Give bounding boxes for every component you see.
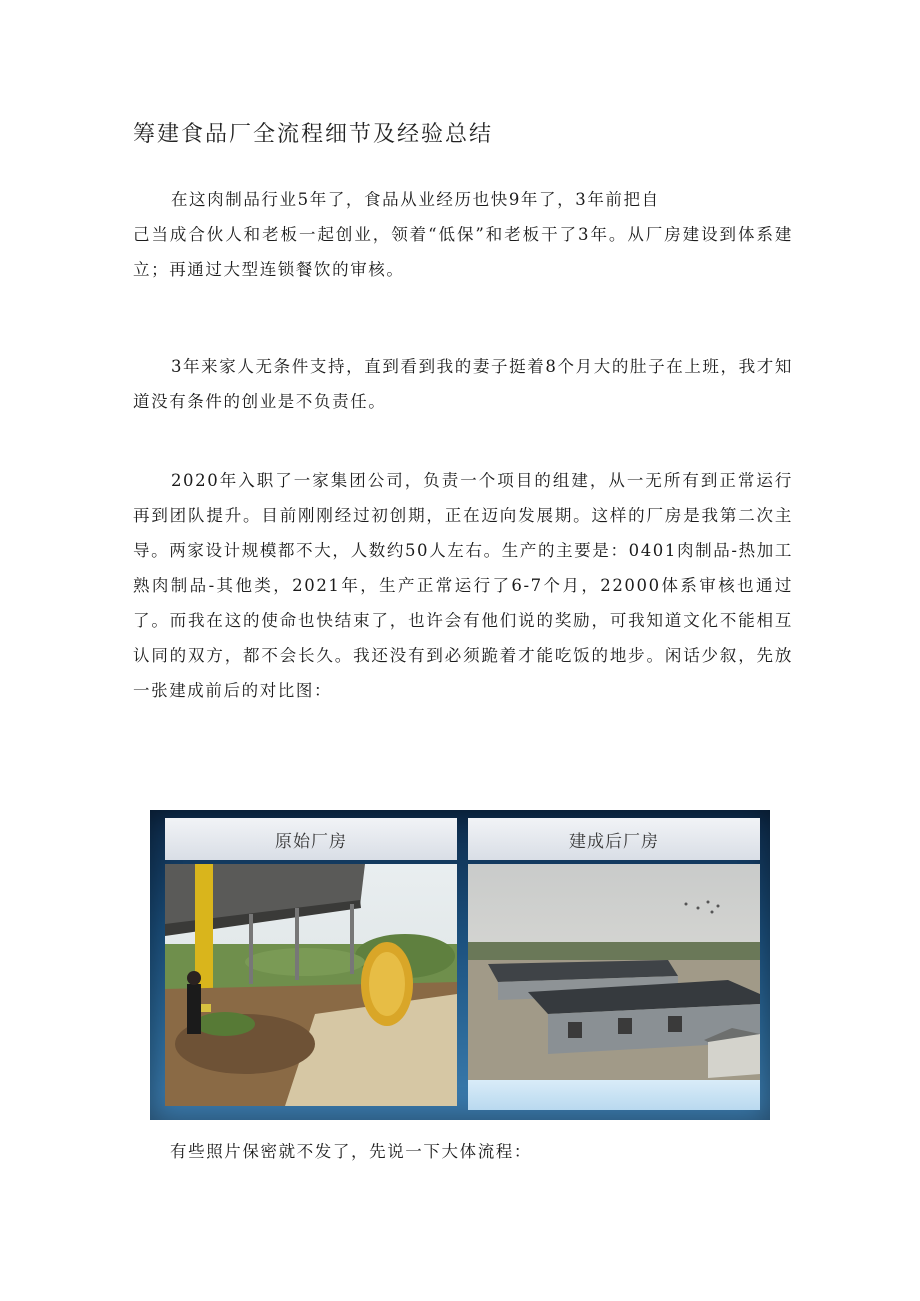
- paragraph-career: 2020年入职了一家集团公司，负责一个项目的组建，从一无所有到正常运行再到团队提升。目前刚刚经过初创期，正在迈向发展期。这样的厂房是我第二次主导。两家设计规模都不大，人数约50人左右。生产的主要是：0401肉制品-热加工熟肉制品-其他类，2021年，生产正常运行了6-7个月，22000体系审核也通过了。而我在这的使命也快结束了，也许会有他们说的奖励，可我知道文化不能相互认同的双方，都不会长久。我还没有到必须跪着才能吃饭的地步。闲话少叙，先放一张建成前后的对比图：: [133, 471, 793, 700]
- panel-bottom-strip: [468, 1080, 760, 1110]
- completed-factory-panel: [468, 818, 760, 1112]
- completed-factory-label: 建成后厂房: [468, 818, 760, 860]
- original-factory-panel: [165, 818, 457, 1112]
- factory-comparison-figure: [150, 810, 770, 1120]
- paragraph-family: 3年来家人无条件支持，直到看到我的妻子挺着8个月大的肚子在上班，我才知道没有条件的创业是不负责任。: [133, 357, 793, 411]
- paragraph-intro-line1: 在这肉制品行业5年了，食品从业经历也快9年了，3年前把自: [170, 190, 660, 209]
- paragraph-intro-rest: 己当成合伙人和老板一起创业，领着“低保”和老板干了3年。从厂房建设到体系建立；再通过大型连锁餐饮的审核。: [133, 225, 793, 279]
- document-title: 筹建食品厂全流程细节及经验总结: [133, 122, 494, 147]
- original-factory-photo: [165, 864, 457, 1106]
- paragraph-intro: [133, 182, 793, 287]
- completed-factory-photo: [468, 864, 760, 1106]
- original-factory-label: 原始厂房: [165, 818, 457, 860]
- figure-caption: 有些照片保密就不发了，先说一下大体流程：: [170, 1142, 532, 1161]
